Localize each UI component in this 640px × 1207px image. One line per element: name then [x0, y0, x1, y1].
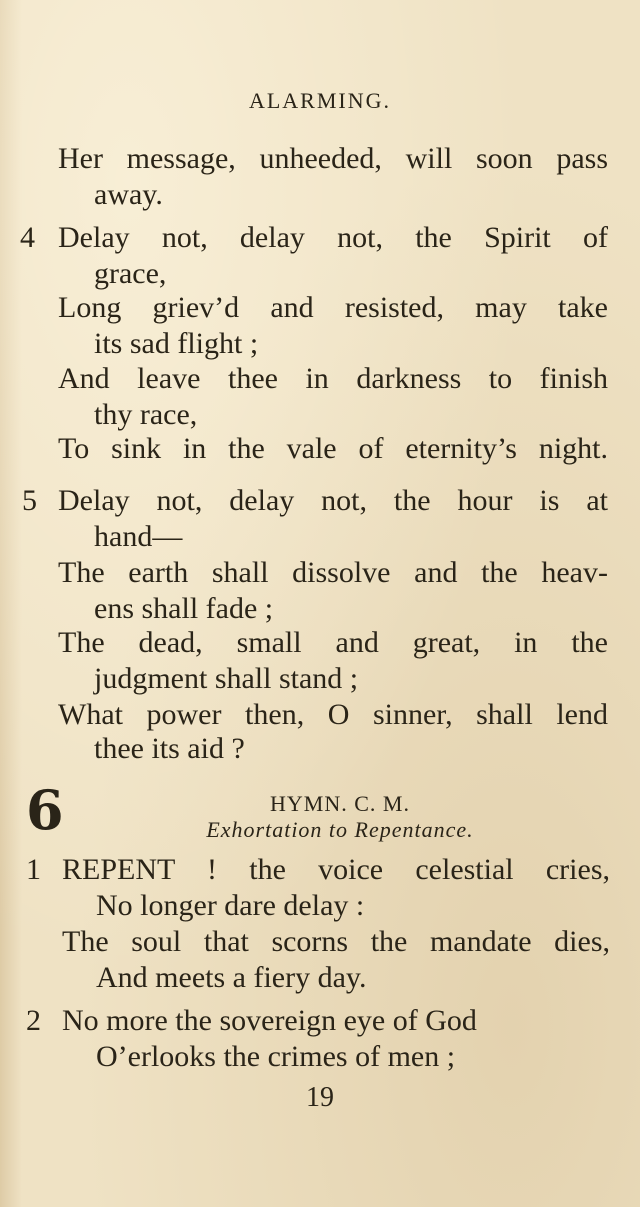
verse-line: And meets a fiery day. — [96, 961, 367, 994]
verse-line: Long griev’d and resisted, may take — [58, 291, 608, 324]
verse-line: O’erlooks the crimes of men ; — [96, 1040, 456, 1073]
verse-line: Delay not, delay not, the hour is at — [58, 484, 608, 517]
verse-line: Her message, unheeded, will soon pass — [58, 142, 608, 175]
verse-line: And leave thee in darkness to finish — [58, 362, 608, 395]
verse-line: thy race, — [94, 398, 198, 431]
stanza-number: 5 — [22, 484, 37, 517]
verse-line: hand— — [94, 520, 183, 553]
verse-line: No longer dare delay : — [96, 889, 365, 922]
stanza-number: 1 — [26, 853, 41, 886]
stanza-number: 4 — [20, 221, 35, 254]
verse-line: grace, — [94, 257, 167, 290]
verse-line: judgment shall stand ; — [94, 662, 359, 695]
verse-line: To sink in the vale of eternity’s night. — [58, 432, 608, 465]
verse-line: REPENT ! the voice celestial cries, — [62, 853, 610, 886]
hymn-subtitle: Exhortation to Repentance. — [206, 817, 474, 842]
verse-line: What power then, O sinner, shall lend — [58, 698, 608, 731]
hymn-number: 6 — [26, 778, 64, 842]
hymn-title: HYMN. C. M. — [270, 791, 410, 816]
verse-line: away. — [94, 178, 163, 211]
verse-line: The soul that scorns the mandate dies, — [62, 925, 610, 958]
verse-line: thee its aid ? — [94, 732, 245, 765]
page-number: 19 — [306, 1082, 334, 1113]
verse-line: No more the sovereign eye of God — [62, 1004, 477, 1037]
verse-line: The dead, small and great, in the — [58, 626, 608, 659]
verse-line: ens shall fade ; — [94, 592, 274, 625]
running-head: ALARMING. — [248, 88, 392, 113]
stanza-number: 2 — [26, 1004, 41, 1037]
verse-line: its sad flight ; — [94, 327, 259, 360]
verse-line: The earth shall dissolve and the heav- — [58, 556, 608, 589]
verse-line: Delay not, delay not, the Spirit of — [58, 221, 608, 254]
